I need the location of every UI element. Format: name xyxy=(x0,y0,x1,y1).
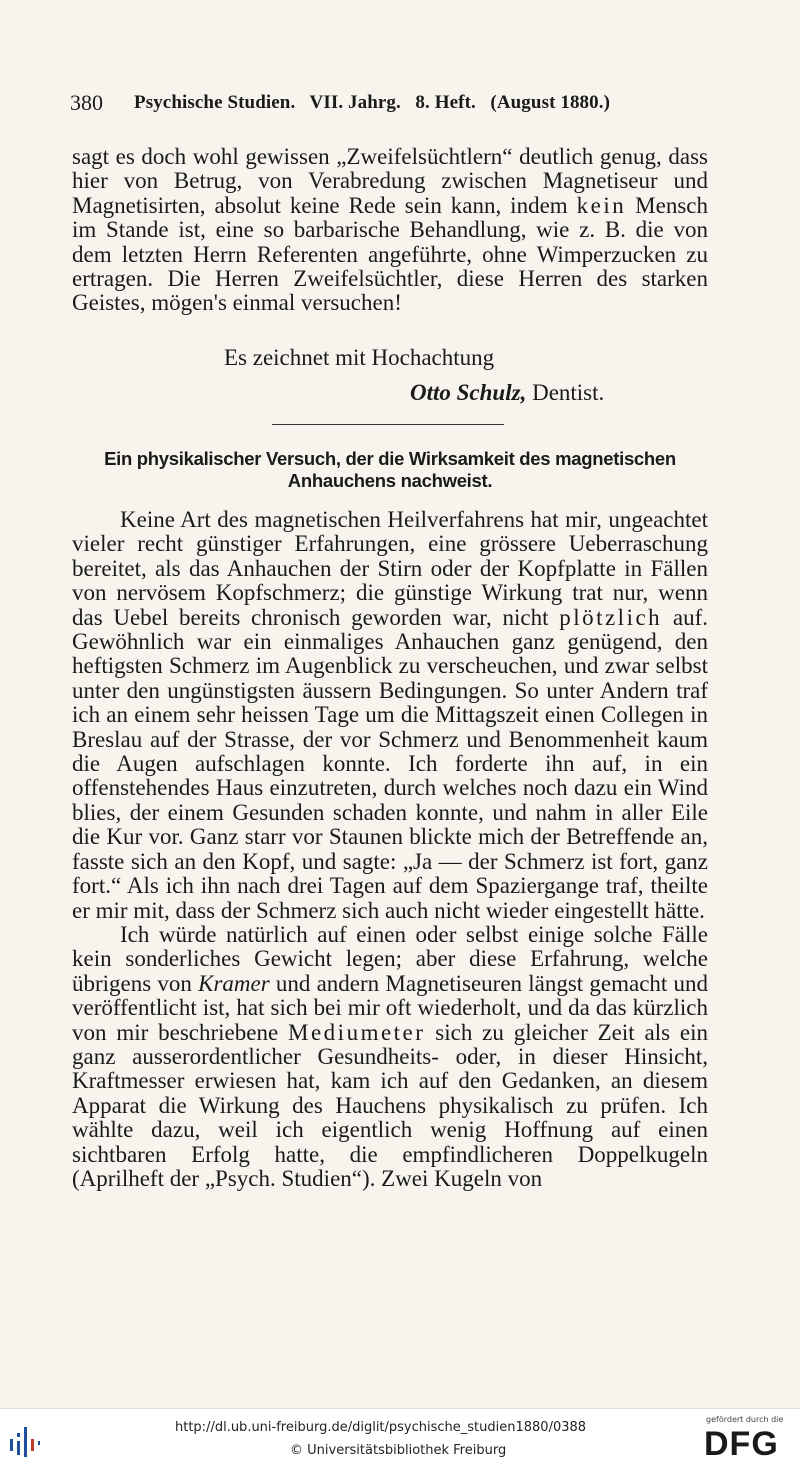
text-run: Ich würde natürlich auf einen oder selbst einige solche Fälle kein sonderliches Gewicht legen; aber diese Erfahrung, welche übrigens von xyxy=(72,921,708,996)
article-body xyxy=(72,508,708,1191)
dfg-logo xyxy=(704,1415,794,1463)
text-run: sagt es doch wohl gewissen „Zweifelsüchtlern“ deutlich genug, dass hier von Betrug, von Verabredung zwischen Magnetiseur und Magnetisirten, absolut keine Rede sein kann, indem xyxy=(72,144,708,218)
author-name: Otto Schulz, xyxy=(410,380,527,405)
running-title: Psychische Studien. VII. Jahrg. 8. Heft. (August 1880.) xyxy=(134,92,611,113)
page-number: 380 xyxy=(70,90,103,115)
footer-bar xyxy=(0,1408,800,1466)
author-title: Dentist. xyxy=(526,380,605,405)
article-heading: Ein physikalischer Versuch, der die Wirksamkeit des magnetischen Anhauchens nachweist. xyxy=(104,448,676,491)
copyright-notice: © Universitätsbibliothek Freiburg xyxy=(290,1443,507,1458)
text-run: Mensch im Stande ist, eine so barbarische Behandlung, wie z. B. die von dem letzten Herrn Referenten angeführte, ohne Wimperzucken zu ertragen. Die Herren Zweifelsüchtler, diese Herren des starken Geistes, mögen's einmal versuchen! xyxy=(72,192,708,316)
page-header xyxy=(70,90,710,122)
article-paragraph xyxy=(72,923,708,1191)
article-paragraph xyxy=(72,508,708,923)
text-run: Keine Art des magnetischen Heilverfahrens hat mir, ungeachtet vieler recht günstiger Erfahrungen, eine grössere Ueberraschung bereitet, als das Anhauchen der Stirn oder der Kopfplatte in Fällen von nervösem Kopfschmerz; die günstige Wirkung trat nur, wenn das Uebel bereits chronisch geworden war, nicht xyxy=(72,507,708,630)
funder-logo-text: DFG xyxy=(704,1425,779,1463)
library-logo-icon xyxy=(8,1419,42,1459)
source-url-link[interactable]: http://dl.ub.uni-freiburg.de/diglit/psychische_studien1880/0388 xyxy=(175,1420,587,1435)
signature-line xyxy=(410,380,604,406)
funding-note: gefördert durch die xyxy=(706,1415,784,1424)
signoff-line: Es zeichnet mit Hochachtung xyxy=(224,345,495,370)
italic-name: Kramer xyxy=(198,970,270,996)
emphasized-word: kein xyxy=(576,192,627,218)
section-divider xyxy=(272,424,504,425)
closing-paragraph xyxy=(72,145,708,316)
text-run: und andern Magnetiseuren längst gemacht und veröffentlicht ist, hat sich bei mir oft wiederholt, und da das kürzlich von mir beschriebene xyxy=(72,970,708,1045)
emphasized-word: plötzlich xyxy=(559,604,663,630)
text-run: auf. Gewöhnlich war ein einmaliges Anhauchen ganz genügend, den heftigsten Schmerz im Augenblick zu verscheuchen, und zwar selbst unter den ungünstigsten äussern Bedingungen. So unter Andern traf ich an einem sehr heissen Tage um die Mittagszeit einen Collegen in Breslau auf der Strasse, der vor Schmerz und Benommenheit kaum die Augen aufschlagen konnte. Ich forderte ihn auf, in ein offenstehendes Haus einzutreten, durch welches noch dazu ein Wind blies, der einem Gesunden schaden konnte, und nahm in aller Eile die Kur vor. Ganz starr vor Staunen blickte mich der Betreffende an, fasste sich an den Kopf, und sagte: „Ja — der Schmerz ist fort, ganz fort.“ Als ich ihn nach drei Tagen auf dem Spaziergange traf, theilte er mir mit, dass der Schmerz sich auch nicht wieder eingestellt hätte. xyxy=(72,604,708,923)
emphasized-word: Mediumeter xyxy=(288,1019,426,1045)
text-run: sich zu gleicher Zeit als ein ganz ausserordentlicher Gesundheits- oder, in dieser Hinsicht, Kraftmesser erwiesen hat, kam ich auf den Gedanken, an diesem Apparat die Wirkung des Hauchens physikalisch zu prüfen. Ich wählte dazu, weil ich eigentlich wenig Hoffnung auf einen sichtbaren Erfolg hatte, die empfindlicheren Doppelkugeln (Aprilheft der „Psych. Studien“). Zwei Kugeln von xyxy=(72,1019,708,1191)
